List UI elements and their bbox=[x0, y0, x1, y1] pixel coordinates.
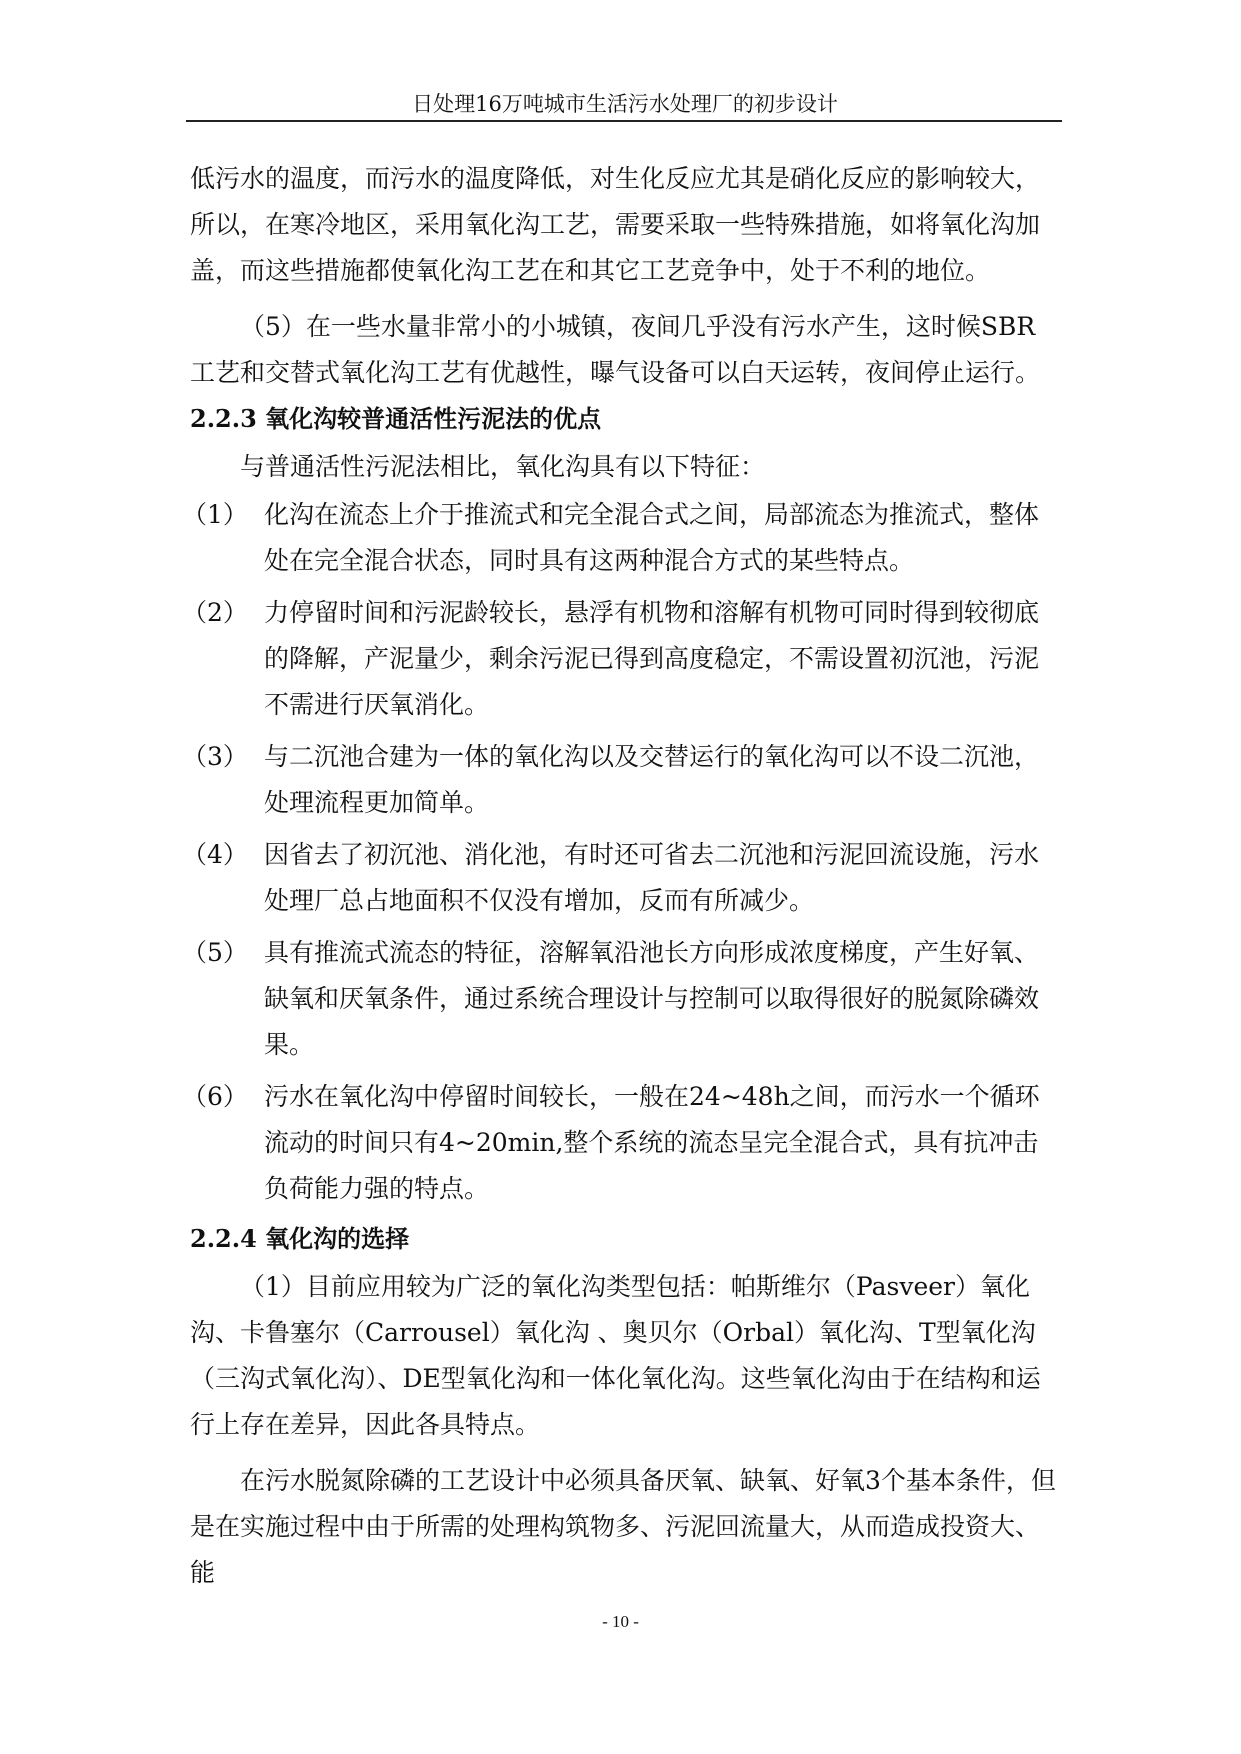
list-item-text: 具有推流式流态的特征，溶解氧沿池长方向形成浓度梯度，产生好氧、缺氧和厌氧条件，通过系统合理设计与控制可以取得很好的脱氮除磷效果。 bbox=[264, 938, 1040, 1059]
list-item-number: （1） bbox=[182, 500, 248, 529]
section-heading-2-2-4: 2.2.4 氧化沟的选择 bbox=[190, 1224, 410, 1253]
section-2-2-3-lead: 与普通活性污泥法相比，氧化沟具有以下特征： bbox=[240, 452, 766, 481]
section-2-2-4-paragraph-1: （1）目前应用较为广泛的氧化沟类型包括：帕斯维尔（Pasveer）氧化沟、卡鲁塞尔（Carrousel）氧化沟 、奥贝尔（Orbal）氧化沟、T型氧化沟（三沟式氧化沟）、DE型氧化沟和一体化氧化沟。这些氧化沟由于在结构和运行上存在差异，因此各具特点。 bbox=[190, 1272, 1041, 1439]
list-item bbox=[182, 492, 1060, 584]
list-item bbox=[182, 734, 1060, 826]
list-item-number: （6） bbox=[182, 1082, 248, 1111]
section-heading-2-2-3: 2.2.3 氧化沟较普通活性污泥法的优点 bbox=[190, 404, 602, 433]
list-item-text: 污水在氧化沟中停留时间较长，一般在24~48h之间，而污水一个循环流动的时间只有4~20min,整个系统的流态呈完全混合式，具有抗冲击负荷能力强的特点。 bbox=[264, 1082, 1040, 1203]
list-item bbox=[182, 590, 1060, 728]
list-item-number: （3） bbox=[182, 742, 248, 771]
list-item-text: 与二沉池合建为一体的氧化沟以及交替运行的氧化沟可以不设二沉池，处理流程更加简单。 bbox=[264, 742, 1040, 817]
page-body bbox=[182, 156, 1060, 1596]
list-item bbox=[182, 832, 1060, 924]
intro-paragraph: 低污水的温度，而污水的温度降低，对生化反应尤其是硝化反应的影响较大，所以，在寒冷地区，采用氧化沟工艺，需要采取一些特殊措施，如将氧化沟加盖，而这些措施都使氧化沟工艺在和其它工艺竞争中，处于不利的地位。 bbox=[190, 164, 1041, 285]
header-rule bbox=[186, 120, 1062, 122]
list-item bbox=[182, 930, 1060, 1068]
section-2-2-4-paragraph-2: 在污水脱氮除磷的工艺设计中必须具备厌氧、缺氧、好氧3个基本条件，但是在实施过程中由于所需的处理构筑物多、污泥回流量大，从而造成投资大、能 bbox=[190, 1466, 1056, 1587]
page-number: - 10 - bbox=[602, 1612, 639, 1631]
list-item-text: 力停留时间和污泥龄较长，悬浮有机物和溶解有机物可同时得到较彻底的降解，产泥量少，剩余污泥已得到高度稳定，不需设置初沉池，污泥不需进行厌氧消化。 bbox=[264, 598, 1040, 719]
list-item-text: 因省去了初沉池、消化池，有时还可省去二沉池和污泥回流设施，污水处理厂总占地面积不仅没有增加，反而有所减少。 bbox=[264, 840, 1040, 915]
list-item-number: （2） bbox=[182, 598, 248, 627]
list-item-number: （5） bbox=[182, 938, 248, 967]
feature-list bbox=[182, 492, 1060, 1212]
running-header: 日处理16万吨城市生活污水处理厂的初步设计 bbox=[412, 92, 838, 116]
point-5-paragraph: （5）在一些水量非常小的小城镇，夜间几乎没有污水产生，这时候SBR工艺和交替式氧化沟工艺有优越性，曝气设备可以白天运转，夜间停止运行。 bbox=[190, 312, 1041, 387]
list-item-text: 化沟在流态上介于推流式和完全混合式之间，局部流态为推流式，整体处在完全混合状态，同时具有这两种混合方式的某些特点。 bbox=[264, 500, 1040, 575]
list-item-number: （4） bbox=[182, 840, 248, 869]
list-item bbox=[182, 1074, 1060, 1212]
